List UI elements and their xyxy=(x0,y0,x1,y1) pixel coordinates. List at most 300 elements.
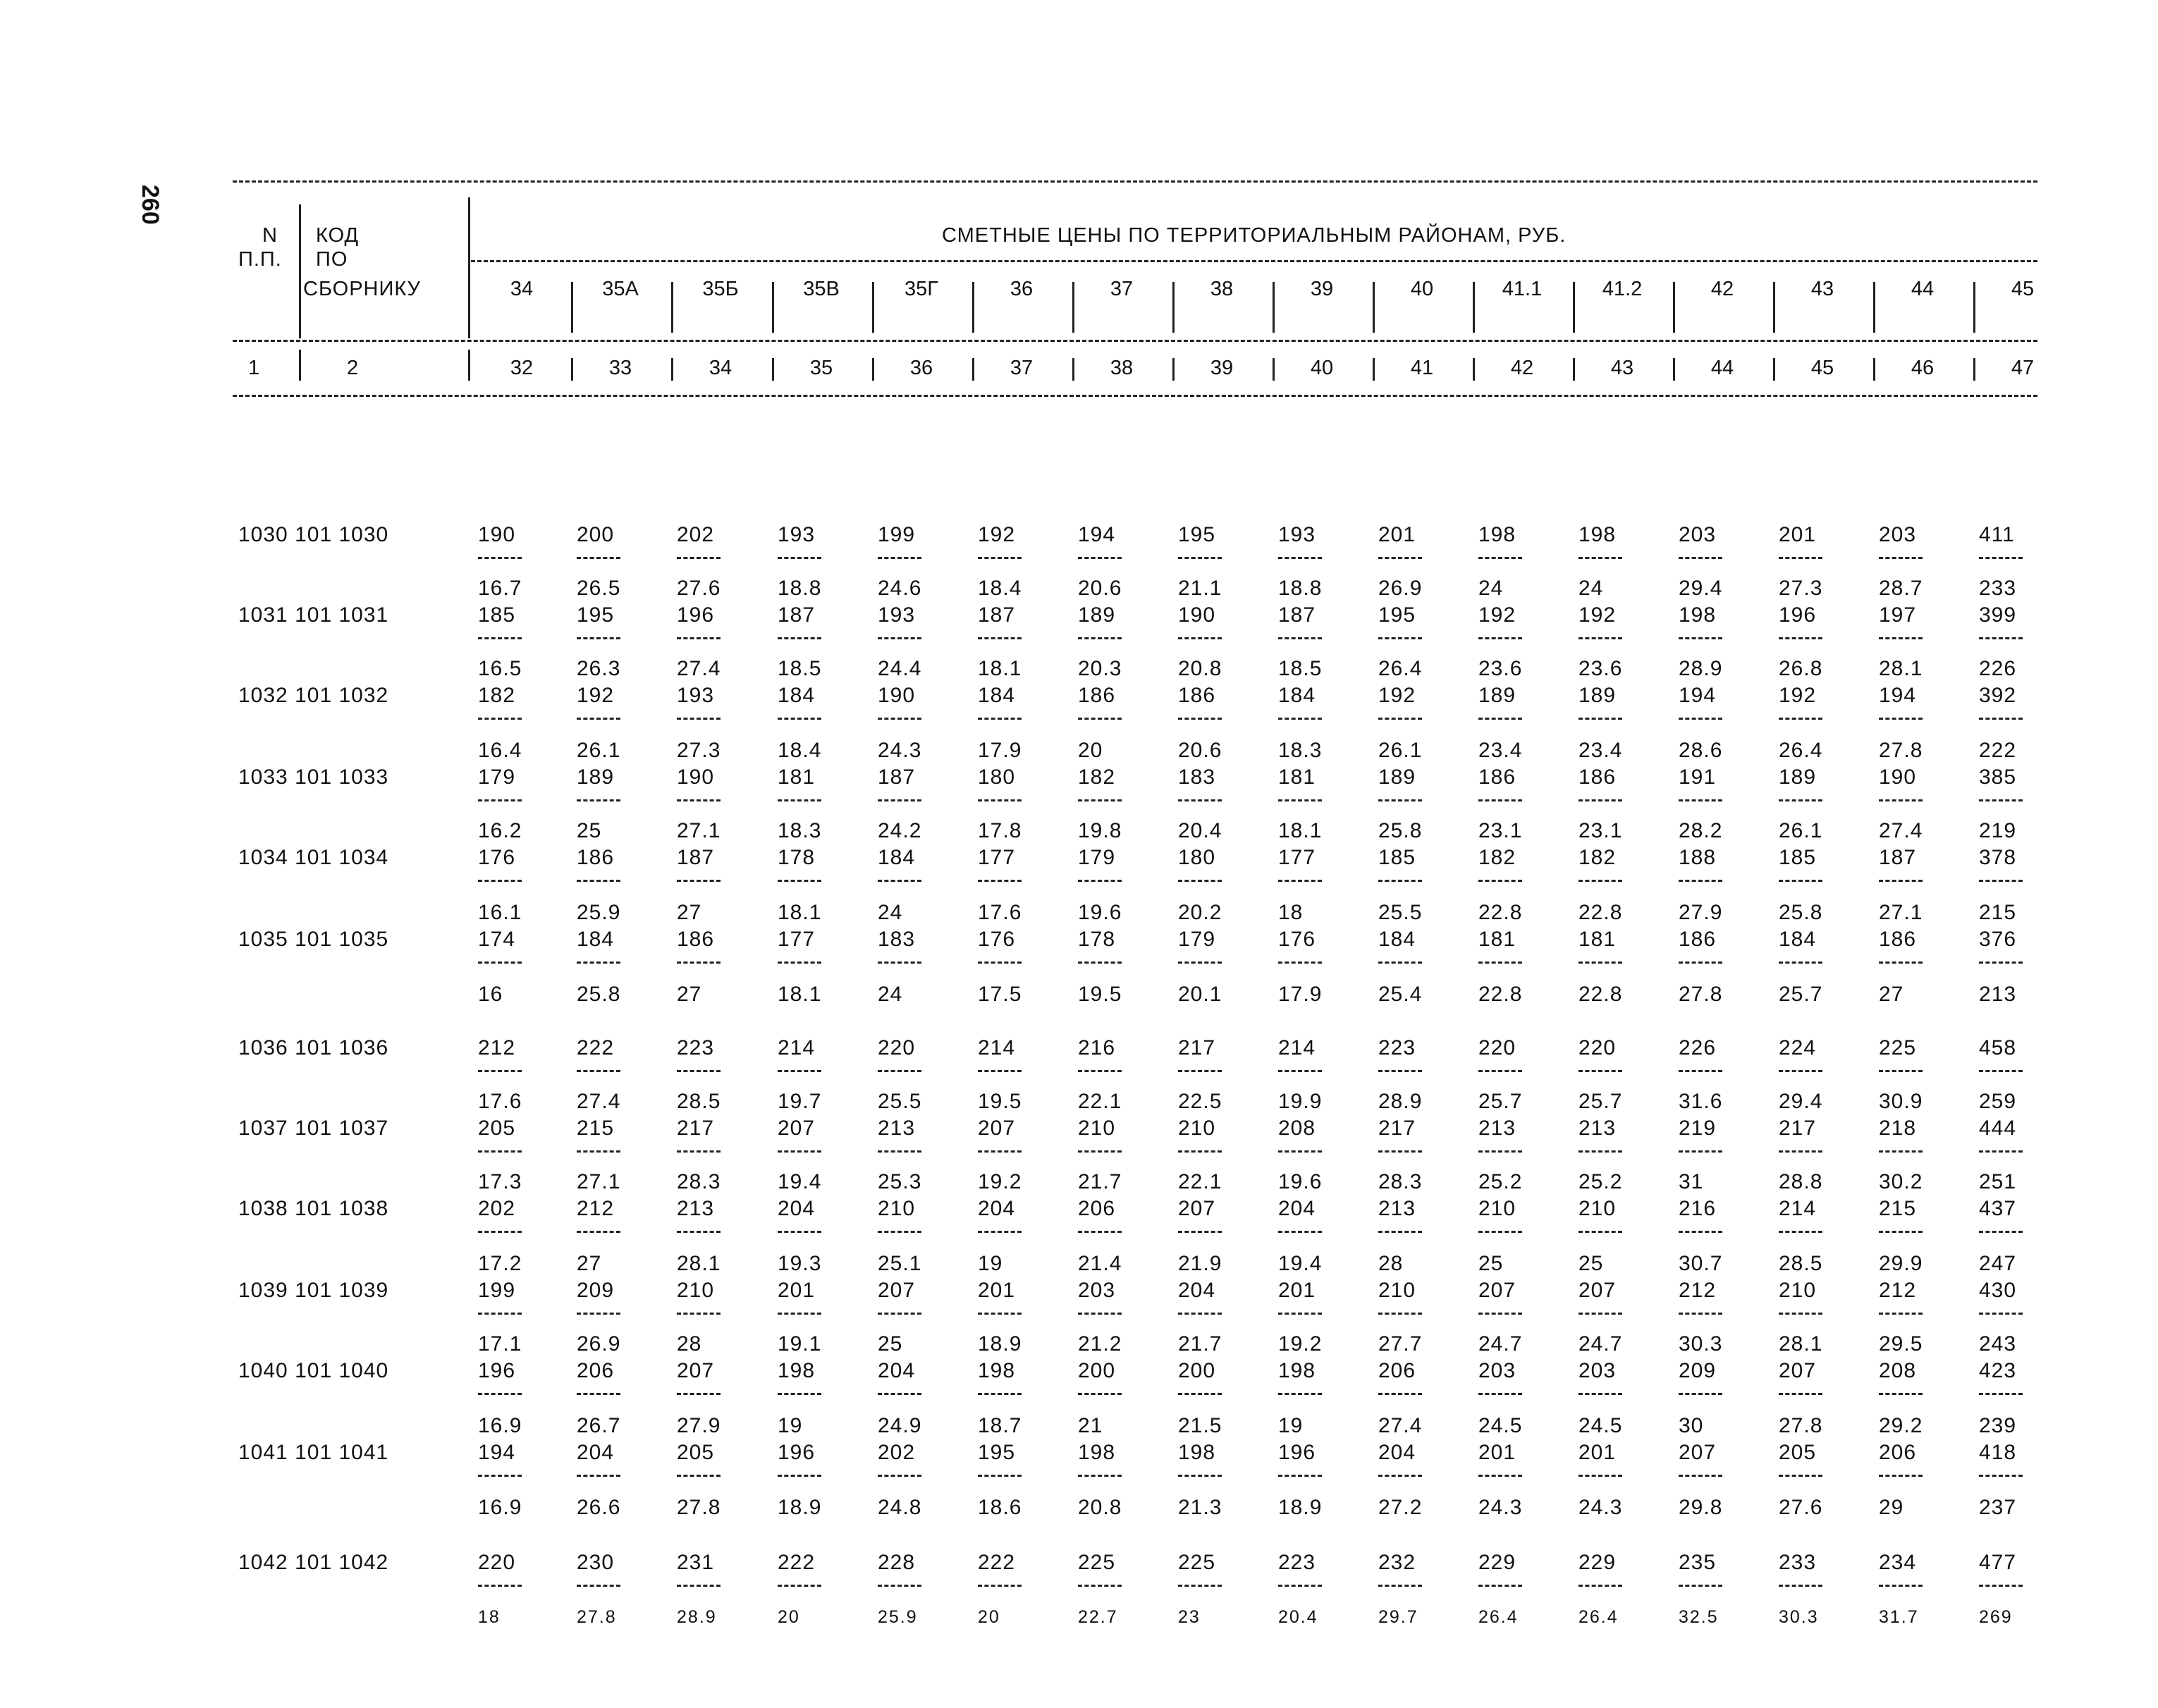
price-value: 207 xyxy=(778,1117,816,1140)
price-value: 187 xyxy=(1879,846,1917,869)
price-value: 190 xyxy=(878,684,916,707)
fraction-dash xyxy=(778,1313,821,1315)
price-value: 198 xyxy=(1178,1441,1216,1464)
fraction-dash xyxy=(878,1475,921,1477)
price-value: 24.4 xyxy=(878,657,922,680)
price-value: 21.9 xyxy=(1178,1252,1222,1275)
price-value: 30.3 xyxy=(1679,1332,1723,1356)
fraction-dash xyxy=(677,1231,721,1233)
fraction-dash xyxy=(577,1231,620,1233)
fraction-dash xyxy=(878,880,921,882)
header-district: 34 xyxy=(510,278,534,300)
fraction-dash xyxy=(1679,1313,1722,1315)
price-value: 31.7 xyxy=(1879,1607,1919,1627)
price-value: 20.8 xyxy=(1078,1496,1122,1519)
price-value: 220 xyxy=(1578,1036,1617,1059)
price-value: 198 xyxy=(1078,1441,1116,1464)
price-value: 27.4 xyxy=(677,657,721,680)
price-value: 17.5 xyxy=(978,983,1022,1006)
price-value: 17.2 xyxy=(478,1252,522,1275)
price-value: 20.4 xyxy=(1178,819,1222,842)
fraction-dash xyxy=(478,1475,522,1477)
price-value: 18 xyxy=(1278,901,1304,924)
price-value: 19.2 xyxy=(978,1170,1022,1193)
price-value: 27.3 xyxy=(677,739,721,762)
price-value: 239 xyxy=(1979,1414,2017,1437)
header-column-number: 46 xyxy=(1911,357,1935,379)
fraction-dash xyxy=(978,1231,1022,1233)
price-value: 25 xyxy=(1578,1252,1604,1275)
fraction-dash xyxy=(478,1231,522,1233)
price-value: 206 xyxy=(1879,1441,1917,1464)
price-value: 214 xyxy=(1278,1036,1316,1059)
header-sep xyxy=(1473,282,1475,333)
fraction-dash xyxy=(778,799,821,801)
header-district: 35А xyxy=(602,278,639,300)
price-value: 201 xyxy=(1478,1441,1516,1464)
price-value: 192 xyxy=(1779,684,1817,707)
price-value: 385 xyxy=(1979,766,2017,789)
fraction-dash xyxy=(1979,1585,2023,1587)
price-value: 198 xyxy=(778,1359,816,1382)
price-value: 30 xyxy=(1679,1414,1704,1437)
price-value: 216 xyxy=(1078,1036,1116,1059)
price-value: 26.8 xyxy=(1779,657,1823,680)
price-value: 30.9 xyxy=(1879,1090,1923,1113)
fraction-dash xyxy=(1979,637,2023,639)
fraction-dash xyxy=(677,1313,721,1315)
fraction-dash xyxy=(1679,1070,1722,1072)
fraction-dash xyxy=(1879,1475,1923,1477)
header-sep xyxy=(671,358,673,381)
price-value: 187 xyxy=(778,603,816,627)
price-value: 199 xyxy=(878,523,916,546)
price-value: 24.7 xyxy=(1478,1332,1523,1356)
price-value: 177 xyxy=(978,846,1016,869)
price-value: 22.8 xyxy=(1578,983,1623,1006)
price-value: 195 xyxy=(577,603,615,627)
header-sep xyxy=(468,197,470,338)
price-value: 213 xyxy=(1378,1197,1416,1220)
fraction-dash xyxy=(1078,1393,1122,1395)
fraction-dash xyxy=(1078,637,1122,639)
price-value: 26.4 xyxy=(1578,1607,1619,1627)
header-column-number: 42 xyxy=(1510,357,1534,379)
price-value: 196 xyxy=(1779,603,1817,627)
price-value: 190 xyxy=(677,766,715,789)
price-value: 205 xyxy=(1779,1441,1817,1464)
price-value: 19.4 xyxy=(1278,1252,1323,1275)
price-value: 218 xyxy=(1879,1117,1917,1140)
price-value: 182 xyxy=(1578,846,1617,869)
price-value: 28.3 xyxy=(677,1170,721,1193)
price-value: 215 xyxy=(1979,901,2017,924)
fraction-dash xyxy=(1979,1070,2023,1072)
price-value: 176 xyxy=(978,928,1016,951)
fraction-dash xyxy=(778,1231,821,1233)
fraction-dash xyxy=(577,637,620,639)
fraction-dash xyxy=(1578,1150,1622,1153)
fraction-dash xyxy=(1979,557,2023,559)
fraction-dash xyxy=(1979,799,2023,801)
price-value: 28.8 xyxy=(1779,1170,1823,1193)
fraction-dash xyxy=(478,1313,522,1315)
price-value: 24.3 xyxy=(878,739,922,762)
price-value: 210 xyxy=(1779,1279,1817,1302)
header-district: 39 xyxy=(1310,278,1334,300)
price-value: 251 xyxy=(1979,1170,2017,1193)
fraction-dash xyxy=(1779,1231,1822,1233)
fraction-dash xyxy=(778,1070,821,1072)
fraction-dash xyxy=(1879,799,1923,801)
fraction-dash xyxy=(478,1070,522,1072)
price-value: 25.4 xyxy=(1378,983,1423,1006)
price-value: 26.1 xyxy=(1779,819,1823,842)
price-value: 200 xyxy=(577,523,615,546)
price-value: 232 xyxy=(1378,1551,1416,1574)
price-value: 188 xyxy=(1679,846,1717,869)
price-value: 198 xyxy=(978,1359,1016,1382)
price-value: 27.2 xyxy=(1378,1496,1423,1519)
price-value: 223 xyxy=(1378,1036,1416,1059)
price-value: 20 xyxy=(978,1607,1000,1627)
price-value: 27.3 xyxy=(1779,577,1823,600)
price-value: 198 xyxy=(1278,1359,1316,1382)
price-value: 23.4 xyxy=(1478,739,1523,762)
price-value: 23.6 xyxy=(1578,657,1623,680)
price-value: 24.2 xyxy=(878,819,922,842)
price-value: 205 xyxy=(677,1441,715,1464)
header-sep xyxy=(872,358,874,381)
header-district: 36 xyxy=(1010,278,1034,300)
price-value: 200 xyxy=(1078,1359,1116,1382)
price-value: 24.9 xyxy=(878,1414,922,1437)
price-value: 30.2 xyxy=(1879,1170,1923,1193)
fraction-dash xyxy=(778,880,821,882)
fraction-dash xyxy=(978,1393,1022,1395)
fraction-dash xyxy=(1478,880,1522,882)
price-value: 183 xyxy=(878,928,916,951)
price-value: 392 xyxy=(1979,684,2017,707)
fraction-dash xyxy=(1178,880,1222,882)
price-value: 212 xyxy=(1879,1279,1917,1302)
price-value: 189 xyxy=(577,766,615,789)
price-value: 25.8 xyxy=(577,983,621,1006)
price-value: 187 xyxy=(1278,603,1316,627)
price-value: 18.1 xyxy=(778,901,822,924)
header-column-number: 47 xyxy=(2011,357,2035,379)
price-value: 30.7 xyxy=(1679,1252,1723,1275)
price-value: 25.8 xyxy=(1378,819,1423,842)
price-value: 26.9 xyxy=(1378,577,1423,600)
header-district: 37 xyxy=(1110,278,1134,300)
price-value: 20.2 xyxy=(1178,901,1222,924)
price-value: 201 xyxy=(1278,1279,1316,1302)
fraction-dash xyxy=(978,1313,1022,1315)
price-value: 184 xyxy=(1278,684,1316,707)
fraction-dash xyxy=(677,637,721,639)
price-value: 27 xyxy=(677,901,702,924)
price-value: 16.5 xyxy=(478,657,522,680)
fraction-dash xyxy=(1078,557,1122,559)
price-value: 207 xyxy=(1178,1197,1216,1220)
price-value: 190 xyxy=(1879,766,1917,789)
fraction-dash xyxy=(1278,799,1322,801)
fraction-dash xyxy=(577,961,620,964)
fraction-dash xyxy=(1779,1475,1822,1477)
fraction-dash xyxy=(1278,961,1322,964)
price-value: 205 xyxy=(478,1117,516,1140)
price-value: 27.8 xyxy=(1879,739,1923,762)
fraction-dash xyxy=(978,718,1022,720)
header-column-number: 37 xyxy=(1010,357,1034,379)
header-kod: КОД xyxy=(316,224,360,247)
price-value: 28.1 xyxy=(1879,657,1923,680)
fraction-dash xyxy=(1779,1070,1822,1072)
price-value: 26.1 xyxy=(577,739,621,762)
fraction-dash xyxy=(978,961,1022,964)
fraction-dash xyxy=(1779,799,1822,801)
header-district: 35Г xyxy=(905,278,938,300)
fraction-dash xyxy=(1779,557,1822,559)
price-value: 204 xyxy=(878,1359,916,1382)
price-value: 25.7 xyxy=(1478,1090,1523,1113)
fraction-dash xyxy=(1378,1231,1422,1233)
price-value: 179 xyxy=(1178,928,1216,951)
price-value: 219 xyxy=(1979,819,2017,842)
header-n: N xyxy=(262,224,278,247)
fraction-dash xyxy=(1879,1070,1923,1072)
price-value: 213 xyxy=(1979,983,2017,1006)
header-sep xyxy=(1573,358,1575,381)
fraction-dash xyxy=(1178,1150,1222,1153)
price-value: 21.4 xyxy=(1078,1252,1122,1275)
fraction-dash xyxy=(1078,1585,1122,1587)
row-code: 1042 101 1042 xyxy=(238,1551,389,1574)
fraction-dash xyxy=(1478,799,1522,801)
price-value: 193 xyxy=(1278,523,1316,546)
header-sep xyxy=(1373,282,1375,333)
header-district: 41.2 xyxy=(1602,278,1643,300)
price-value: 182 xyxy=(1478,846,1516,869)
price-value: 27 xyxy=(577,1252,602,1275)
fraction-dash xyxy=(577,1393,620,1395)
price-value: 26.6 xyxy=(577,1496,621,1519)
price-value: 193 xyxy=(778,523,816,546)
price-value: 21.5 xyxy=(1178,1414,1222,1437)
row-code: 1040 101 1040 xyxy=(238,1359,389,1382)
fraction-dash xyxy=(1078,799,1122,801)
price-value: 16 xyxy=(478,983,503,1006)
price-value: 24.6 xyxy=(878,577,922,600)
price-value: 195 xyxy=(1378,603,1416,627)
price-value: 28 xyxy=(1378,1252,1404,1275)
price-value: 28.5 xyxy=(1779,1252,1823,1275)
price-value: 184 xyxy=(778,684,816,707)
header-district: 35Б xyxy=(702,278,739,300)
fraction-dash xyxy=(778,557,821,559)
row-code: 1037 101 1037 xyxy=(238,1117,389,1140)
row-code: 1038 101 1038 xyxy=(238,1197,389,1220)
price-value: 189 xyxy=(1378,766,1416,789)
price-value: 27.1 xyxy=(677,819,721,842)
row-code: 1031 101 1031 xyxy=(238,603,389,627)
fraction-dash xyxy=(1578,961,1622,964)
row-code: 1041 101 1041 xyxy=(238,1441,389,1464)
header-column-number: 43 xyxy=(1610,357,1634,379)
price-value: 17.6 xyxy=(478,1090,522,1113)
fraction-dash xyxy=(1378,637,1422,639)
price-value: 444 xyxy=(1979,1117,2017,1140)
price-value: 27.8 xyxy=(577,1607,617,1627)
price-value: 27.9 xyxy=(677,1414,721,1437)
price-value: 217 xyxy=(1378,1117,1416,1140)
price-value: 222 xyxy=(1979,739,2017,762)
price-value: 19.6 xyxy=(1278,1170,1323,1193)
price-value: 209 xyxy=(577,1279,615,1302)
price-value: 189 xyxy=(1478,684,1516,707)
price-value: 29.9 xyxy=(1879,1252,1923,1275)
fraction-dash xyxy=(677,557,721,559)
header-sep xyxy=(1673,282,1675,333)
fraction-dash xyxy=(1879,1150,1923,1153)
price-value: 19.5 xyxy=(1078,983,1122,1006)
price-value: 25.9 xyxy=(577,901,621,924)
fraction-dash xyxy=(1478,1313,1522,1315)
fraction-dash xyxy=(677,1393,721,1395)
fraction-dash xyxy=(1578,1475,1622,1477)
fraction-dash xyxy=(1378,1475,1422,1477)
price-value: 222 xyxy=(778,1551,816,1574)
header-district: 43 xyxy=(1810,278,1834,300)
fraction-dash xyxy=(1078,1070,1122,1072)
fraction-dash xyxy=(1879,637,1923,639)
fraction-dash xyxy=(577,1585,620,1587)
fraction-dash xyxy=(677,961,721,964)
price-value: 19.3 xyxy=(778,1252,822,1275)
fraction-dash xyxy=(1378,1313,1422,1315)
header-sep xyxy=(1473,358,1475,381)
price-value: 25.2 xyxy=(1478,1170,1523,1193)
fraction-dash xyxy=(1278,557,1322,559)
price-value: 24.5 xyxy=(1478,1414,1523,1437)
price-value: 24 xyxy=(1478,577,1504,600)
price-value: 28.9 xyxy=(1378,1090,1423,1113)
price-value: 21.3 xyxy=(1178,1496,1222,1519)
header-district: 45 xyxy=(2011,278,2035,300)
price-value: 220 xyxy=(878,1036,916,1059)
price-value: 29.8 xyxy=(1679,1496,1723,1519)
price-value: 30.3 xyxy=(1779,1607,1819,1627)
fraction-dash xyxy=(1478,1231,1522,1233)
header-pp: П.П. xyxy=(238,248,282,271)
fraction-dash xyxy=(577,799,620,801)
price-value: 378 xyxy=(1979,846,2017,869)
row-code: 1039 101 1039 xyxy=(238,1279,389,1302)
price-value: 23.1 xyxy=(1578,819,1623,842)
header-sep xyxy=(1273,358,1275,381)
header-sep xyxy=(1673,358,1675,381)
price-value: 179 xyxy=(478,766,516,789)
fraction-dash xyxy=(1979,1393,2023,1395)
price-value: 26.3 xyxy=(577,657,621,680)
fraction-dash xyxy=(1178,1231,1222,1233)
fraction-dash xyxy=(677,1070,721,1072)
price-value: 182 xyxy=(1078,766,1116,789)
fraction-dash xyxy=(1779,1150,1822,1153)
fraction-dash xyxy=(878,961,921,964)
price-value: 20.6 xyxy=(1078,577,1122,600)
price-value: 16.7 xyxy=(478,577,522,600)
price-value: 26.1 xyxy=(1378,739,1423,762)
price-value: 25.5 xyxy=(1378,901,1423,924)
fraction-dash xyxy=(1879,880,1923,882)
header-mid-rule xyxy=(471,260,2037,262)
price-value: 192 xyxy=(577,684,615,707)
fraction-dash xyxy=(1879,557,1923,559)
price-value: 181 xyxy=(1278,766,1316,789)
row-code: 1033 101 1033 xyxy=(238,766,389,789)
fraction-dash xyxy=(1779,961,1822,964)
price-value: 26.4 xyxy=(1378,657,1423,680)
price-value: 24 xyxy=(878,983,903,1006)
price-value: 174 xyxy=(478,928,516,951)
header-sep xyxy=(1072,358,1074,381)
fraction-dash xyxy=(677,1585,721,1587)
price-value: 216 xyxy=(1679,1197,1717,1220)
price-value: 20.1 xyxy=(1178,983,1222,1006)
price-value: 225 xyxy=(1078,1551,1116,1574)
fraction-dash xyxy=(1979,1231,2023,1233)
price-value: 16.9 xyxy=(478,1496,522,1519)
price-value: 22.5 xyxy=(1178,1090,1222,1113)
fraction-dash xyxy=(778,637,821,639)
fraction-dash xyxy=(978,880,1022,882)
price-value: 194 xyxy=(1879,684,1917,707)
price-value: 192 xyxy=(1578,603,1617,627)
price-value: 226 xyxy=(1679,1036,1717,1059)
header-column-number: 38 xyxy=(1110,357,1134,379)
fraction-dash xyxy=(1278,718,1322,720)
fraction-dash xyxy=(1278,1231,1322,1233)
price-value: 376 xyxy=(1979,928,2017,951)
fraction-dash xyxy=(1979,880,2023,882)
price-value: 213 xyxy=(1578,1117,1617,1140)
fraction-dash xyxy=(478,557,522,559)
price-value: 19.6 xyxy=(1078,901,1122,924)
header-district: 40 xyxy=(1410,278,1434,300)
price-value: 28.5 xyxy=(677,1090,721,1113)
fraction-dash xyxy=(1178,1070,1222,1072)
fraction-dash xyxy=(1078,1475,1122,1477)
fraction-dash xyxy=(1979,1150,2023,1153)
header-column-number: 32 xyxy=(510,357,534,379)
fraction-dash xyxy=(1078,1231,1122,1233)
header-column-number: 45 xyxy=(1810,357,1834,379)
price-value: 19.4 xyxy=(778,1170,822,1193)
header-column-number: 33 xyxy=(608,357,632,379)
fraction-dash xyxy=(878,1070,921,1072)
fraction-dash xyxy=(1178,1585,1222,1587)
fraction-dash xyxy=(1278,1070,1322,1072)
fraction-dash xyxy=(1679,1231,1722,1233)
header-colnum-1: 1 xyxy=(248,357,261,379)
row-code: 1030 101 1030 xyxy=(238,523,389,546)
price-value: 198 xyxy=(1478,523,1516,546)
price-value: 182 xyxy=(478,684,516,707)
fraction-dash xyxy=(778,718,821,720)
price-value: 214 xyxy=(778,1036,816,1059)
